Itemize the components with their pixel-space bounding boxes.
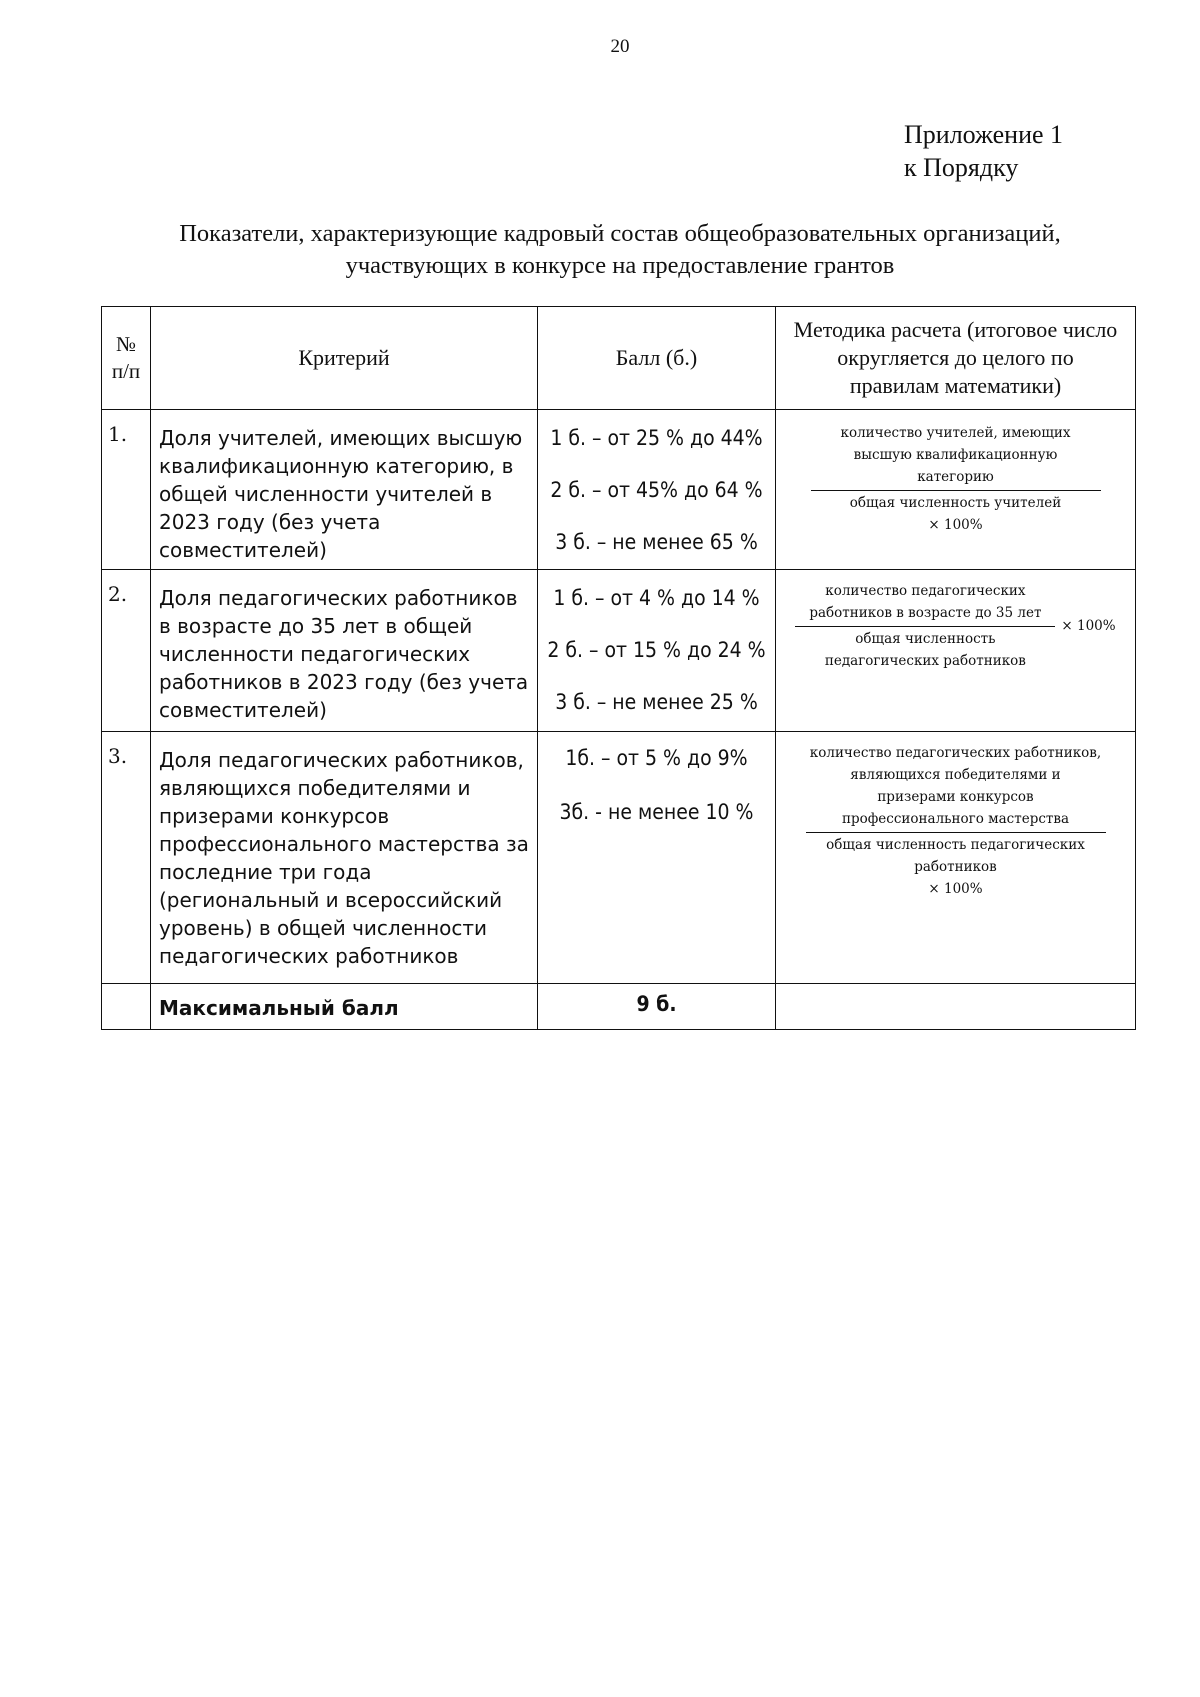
total-row <box>102 984 1136 1030</box>
formula-multiplier: × 100% <box>928 517 983 533</box>
formula-denominator: общая численность педагогических работников <box>824 631 1026 669</box>
annex-line-2: к Порядку <box>904 153 1019 182</box>
row-number: 2. <box>102 570 151 732</box>
formula-denominator: общая численность учителей <box>849 495 1062 511</box>
formula-numerator: количество педагогических работников, являющихся победителями и призерами конкурсов профессионального мастерства <box>806 742 1106 833</box>
table-row <box>102 570 1136 732</box>
criteria-table <box>101 306 1136 1030</box>
document-title <box>100 218 1140 282</box>
method-formula <box>776 570 1136 732</box>
table-row <box>102 410 1136 570</box>
formula-multiplier: × 100% <box>1061 618 1116 634</box>
total-method-cell <box>776 984 1136 1030</box>
score-cell <box>538 732 776 984</box>
score-line: 1 б. – от 4 % до 14 % <box>553 586 760 610</box>
title-line-1: Показатели, характеризующие кадровый состав общеобразовательных организаций, <box>179 220 1061 247</box>
method-formula <box>776 732 1136 984</box>
formula-fraction <box>806 742 1106 878</box>
score-line: 2 б. – от 15 % до 24 % <box>547 638 766 662</box>
formula-numerator: количество учителей, имеющих высшую квалификационную категорию <box>811 422 1101 491</box>
formula-fraction <box>811 422 1101 514</box>
score-line: 1 б. – от 25 % до 44% <box>550 426 763 450</box>
score-line: 3 б. – не менее 65 % <box>555 530 758 554</box>
header-method: Методика расчета (итоговое число округляется до целого по правилам математики) <box>776 307 1136 410</box>
score-cell <box>538 410 776 570</box>
formula-multiplier: × 100% <box>928 881 983 897</box>
row-number: 3. <box>102 732 151 984</box>
annex-label <box>904 118 1063 184</box>
total-value: 9 б. <box>538 984 776 1030</box>
header-num: № п/п <box>102 307 151 410</box>
total-num-cell <box>102 984 151 1030</box>
criterion-text: Доля учителей, имеющих высшую квалификационную категорию, в общей численности учителей в 2023 году (без учета совместителей) <box>151 410 538 570</box>
row-number: 1. <box>102 410 151 570</box>
formula-numerator: количество педагогических работников в возрасте до 35 лет <box>795 580 1055 627</box>
score-line: 3б. - не менее 10 % <box>559 800 754 824</box>
criterion-text: Доля педагогических работников, являющихся победителями и призерами конкурсов профессионального мастерства за последние три года (региональный и всероссийский уровень) в общей численности педагогических работников <box>151 732 538 984</box>
header-score: Балл (б.) <box>538 307 776 410</box>
title-line-2: участвующих в конкурсе на предоставление грантов <box>345 252 895 279</box>
total-label: Максимальный балл <box>151 984 538 1030</box>
annex-line-1: Приложение 1 <box>904 120 1064 149</box>
score-line: 2 б. – от 45% до 64 % <box>550 478 763 502</box>
score-cell <box>538 570 776 732</box>
formula-denominator: общая численность педагогических работников <box>826 837 1085 875</box>
table-header-row <box>102 307 1136 410</box>
table-row <box>102 732 1136 984</box>
formula-fraction <box>795 580 1055 672</box>
score-line: 3 б. – не менее 25 % <box>555 690 758 714</box>
criterion-text: Доля педагогических работников в возрасте до 35 лет в общей численности педагогических работников в 2023 году (без учета совместителей) <box>151 570 538 732</box>
header-criterion: Критерий <box>151 307 538 410</box>
score-line: 1б. – от 5 % до 9% <box>565 746 748 770</box>
page-number: 20 <box>610 36 630 57</box>
method-formula <box>776 410 1136 570</box>
